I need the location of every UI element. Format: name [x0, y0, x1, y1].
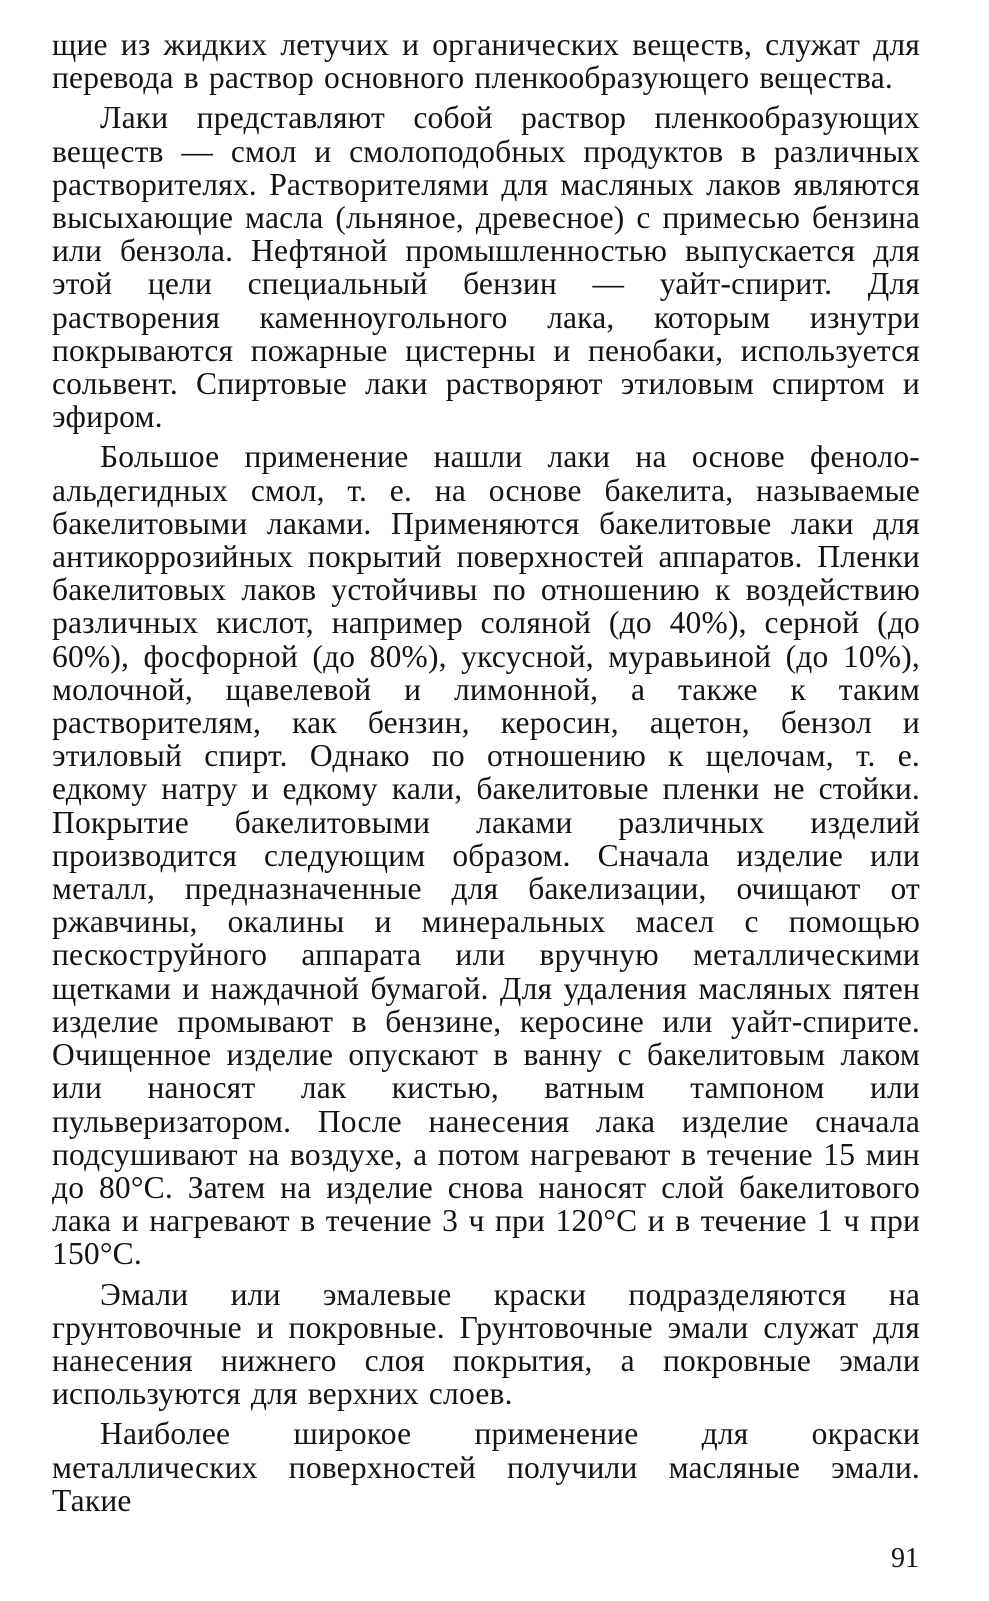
paragraph-oil-enamels: Наиболее широкое применение для окраски металлических поверхностей получили масляные эмали. Такие — [52, 1416, 920, 1518]
paragraph-lacquers: Лаки представляют собой раствор пленкообразующих веществ — смол и смолоподобных продуктов в различных растворителях. Растворителями для масляных лаков являются высыхающие масла (льняное, древесное) с примесью бензина или бензола. Нефтяной промышленностью выпускается для этой цели специальный бензин — уайт-спирит. Для растворения каменноугольного лака, которым изнутри покрываются пожарные цистерны и пенобаки, используется сольвент. Спиртовые лаки растворяют этиловым спиртом и эфиром. — [52, 100, 920, 435]
paragraph-bakelite-lacquers: Большое применение нашли лаки на основе феноло-альдегидных смол, т. е. на основе бакелита, называемые бакелитовыми лаками. Применяются бакелитовые лаки для антикоррозийных покрытий поверхностей аппаратов. Пленки бакелитовых лаков устойчивы по отношению к воздействию различных кислот, например соляной (до 40%), серной (до 60%), фосфорной (до 80%), уксусной, муравьиной (до 10%), молочной, щавелевой и лимонной, а также к таким растворителям, как бензин, керосин, ацетон, бензол и этиловый спирт. Однако по отношению к щелочам, т. е. едкому натру и едкому кали, бакелитовые пленки не стойки. Покрытие бакелитовыми лаками различных изделий производится следующим образом. Сначала изделие или металл, предназначенные для бакелизации, очищают от ржавчины, окалины и минеральных масел с помощью пескоструйного аппарата или вручную металлическими щетками и наждачной бумагой. Для удаления масляных пятен изделие промывают в бензине, керосине или уайт-спирите. Очищенное изделие опускают в ванну с бакелитовым лаком или наносят лак кистью, ватным тампоном или пульверизатором. После нанесения лака изделие сначала подсушивают на воздухе, а потом нагревают в течение 15 мин до 80°С. Затем на изделие снова наносят слой бакелитового лака и нагревают в течение 3 ч при 120°С и в течение 1 ч при 150°С. — [52, 439, 920, 1272]
page-number: 91 — [891, 1543, 919, 1574]
page-text-body — [52, 28, 920, 1517]
paragraph-continuation: щие из жидких летучих и органических веществ, служат для перевода в раствор основного пленкообразующего вещества. — [52, 27, 920, 96]
paragraph-enamels: Эмали или эмалевые краски подразделяются на грунтовочные и покровные. Грунтовочные эмали служат для нанесения нижнего слоя покрытия, а покровные эмали используются для верхних слоев. — [52, 1276, 920, 1412]
